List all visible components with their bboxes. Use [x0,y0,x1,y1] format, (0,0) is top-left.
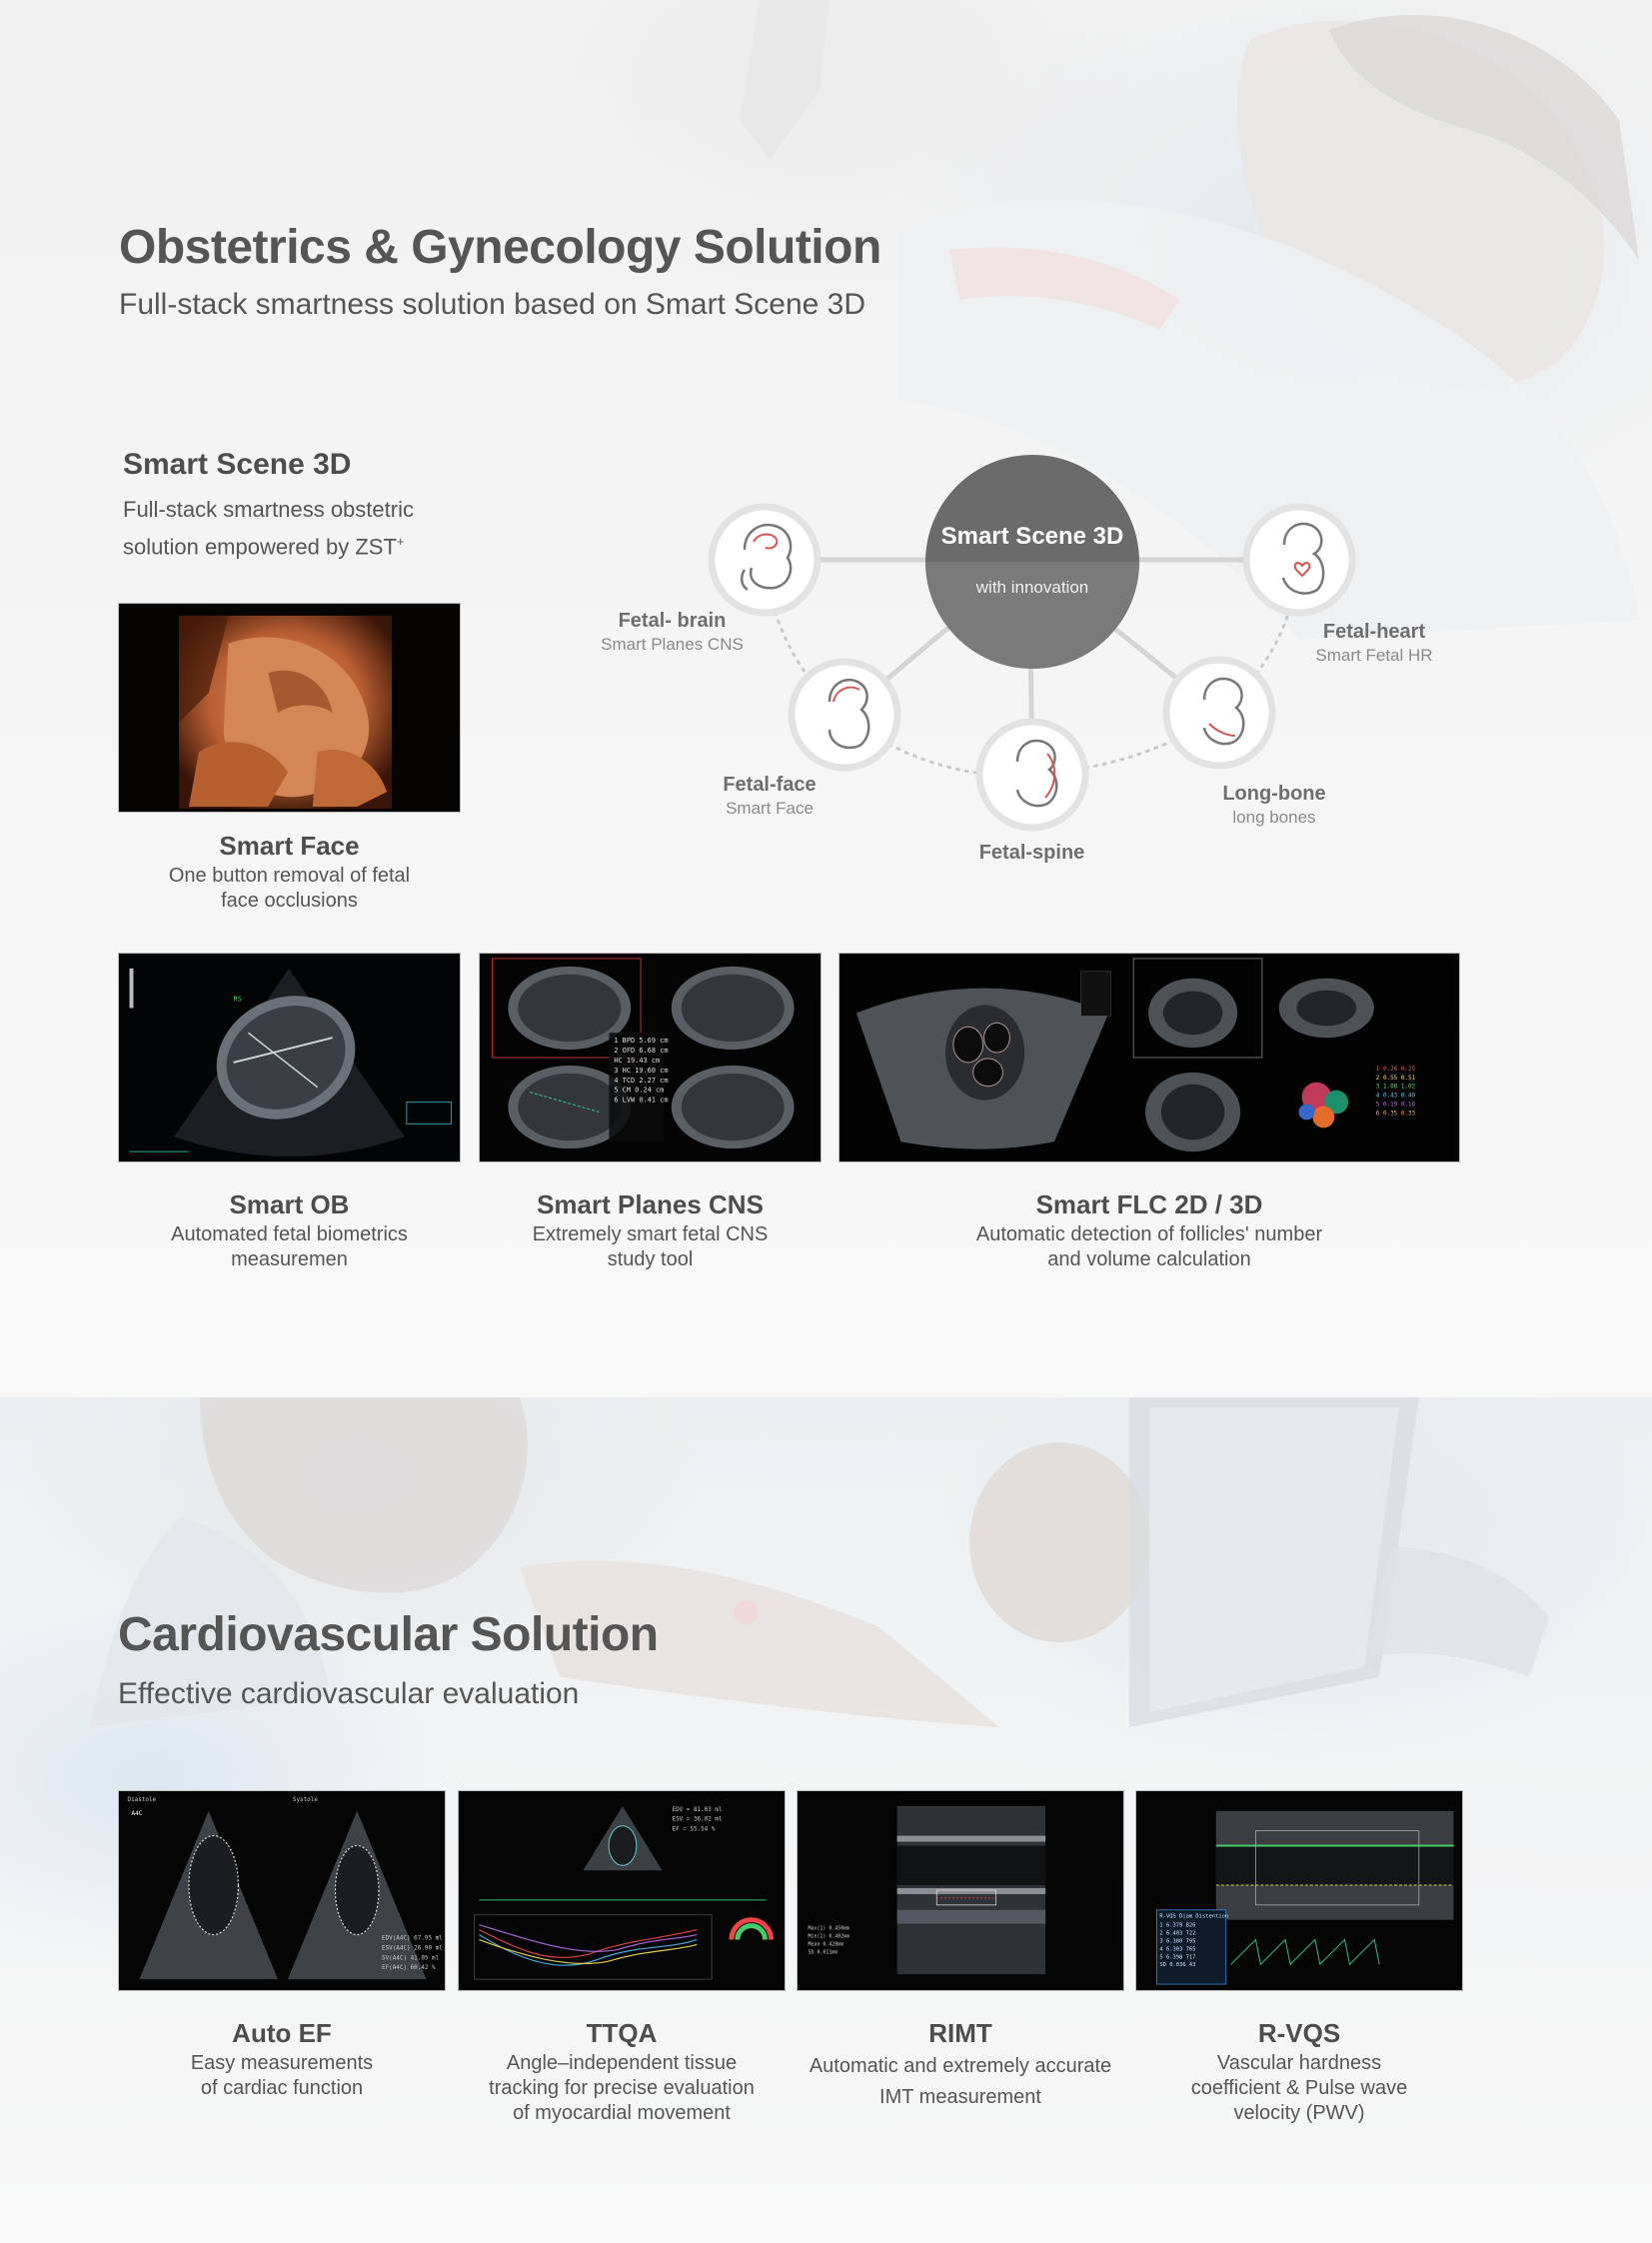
node-fetal-heart-icon [1246,507,1352,613]
svg-text:Max(1) 0.450mm: Max(1) 0.450mm [808,1925,850,1932]
ob-subtitle: Full-stack smartness solution based on Smart Scene 3D [119,288,865,321]
svg-text:2 6.403 722: 2 6.403 722 [1159,1930,1196,1937]
smart-scene-desc-line1: Full-stack smartness obstetric [123,497,414,522]
ttqa-desc-line3: of myocardial movement [513,2102,731,2124]
svg-text:EF = 55.54 %: EF = 55.54 % [672,1825,716,1833]
r-vqs-caption [1135,2015,1463,2126]
svg-text:3 1.08 1.02: 3 1.08 1.02 [1375,1083,1416,1091]
r-vqs-title: R-VQS [1257,2018,1341,2048]
smart-planes-cns-desc-line2: study tool [607,1248,694,1270]
svg-text:1 6.379 826: 1 6.379 826 [1159,1922,1196,1929]
label-long-bone: Long-bone long bones [1222,783,1326,827]
svg-text:4 0.43 0.40: 4 0.43 0.40 [1375,1092,1416,1100]
svg-text:SV(A4C) 41.05 ml: SV(A4C) 41.05 ml [381,1954,440,1962]
rimt-desc-line2: IMT measurement [879,2086,1041,2108]
node-fetal-spine-icon [979,722,1085,828]
smart-planes-cns-image [479,953,822,1162]
r-vqs-desc-line3: velocity (PWV) [1233,2102,1365,2124]
label-fetal-brain: Fetal- brain Smart Planes CNS [601,610,744,654]
smart-flc-image [838,953,1460,1162]
svg-text:3 HC 19.60 cm: 3 HC 19.60 cm [614,1066,669,1075]
svg-text:6 LVW 0.41 cm: 6 LVW 0.41 cm [614,1096,669,1105]
smart-ob-desc-line2: measuremen [231,1248,348,1270]
svg-text:A4C: A4C [131,1809,143,1817]
r-vqs-image [1135,1790,1463,1991]
smart-scene-desc-line2: solution empowered by ZST+ [123,534,405,560]
smart-scene-title: Smart Scene 3D [123,448,352,481]
auto-ef-caption [118,2015,446,2101]
svg-text:Mean 0.428mm: Mean 0.428mm [808,1941,844,1948]
svg-text:SD 0.011mm: SD 0.011mm [808,1949,838,1956]
ttqa-caption [458,2015,786,2126]
auto-ef-desc-line2: of cardiac function [200,2077,364,2099]
svg-text:5 0.19 0.18: 5 0.19 0.18 [1375,1101,1416,1109]
smart-scene-description [123,494,483,563]
svg-text:2 0.55 0.51: 2 0.55 0.51 [1375,1074,1416,1082]
svg-text:RS: RS [233,995,242,1004]
svg-text:EDV = 81.03 ml: EDV = 81.03 ml [672,1805,723,1813]
rimt-desc-line1: Automatic and extremely accurate [809,2055,1112,2077]
svg-text:2 OFD 6.68 cm: 2 OFD 6.68 cm [614,1047,669,1056]
zst-plus-sup: + [396,534,405,549]
label-fetal-spine: Fetal-spine [978,842,1085,864]
cardio-subtitle: Effective cardiovascular evaluation [118,1677,580,1710]
svg-text:5 CM 0.24 cm: 5 CM 0.24 cm [614,1086,665,1095]
svg-text:4 TCD 2.27 cm: 4 TCD 2.27 cm [614,1076,669,1085]
svg-text:ESV = 36.02 ml: ESV = 36.02 ml [672,1815,723,1823]
svg-text:5 6.398 717: 5 6.398 717 [1159,1954,1196,1961]
r-vqs-desc-line2: coefficient & Pulse wave [1190,2077,1408,2099]
smart-flc-desc-line1: Automatic detection of follicles' number [975,1223,1323,1245]
cardio-title: Cardiovascular Solution [118,1608,659,1661]
svg-text:Systole: Systole [292,1795,318,1803]
ttqa-image [458,1790,786,1991]
svg-text:R-VQS Diam Distention: R-VQS Diam Distention [1159,1913,1229,1920]
center-subtitle: with innovation [975,578,1089,597]
cardio-section [0,1397,1652,2243]
svg-text:1 0.26 0.25: 1 0.26 0.25 [1375,1065,1416,1073]
smart-face-caption [118,828,461,914]
ttqa-desc-line1: Angle–independent tissue [506,2052,738,2074]
ttqa-title: TTQA [586,2018,658,2048]
smart-flc-desc-line2: and volume calculation [1047,1248,1251,1270]
svg-text:EF(A4C) 60.42 %: EF(A4C) 60.42 % [381,1964,436,1972]
rimt-caption [797,2015,1124,2113]
node-fetal-face-icon [792,662,897,768]
smart-ob-caption [118,1186,461,1272]
smart-flc-caption [838,1186,1460,1272]
svg-text:ESV(A4C) 26.90 ml: ESV(A4C) 26.90 ml [381,1944,443,1952]
svg-text:HC 19.43 cm: HC 19.43 cm [614,1056,661,1065]
smart-face-desc-line1: One button removal of fetal [168,865,411,887]
auto-ef-desc-line1: Easy measurements [190,2052,374,2074]
node-long-bone-icon [1166,660,1272,766]
rimt-title: RIMT [928,2018,992,2048]
smart-flc-title: Smart FLC 2D / 3D [1035,1189,1263,1219]
node-fetal-brain-icon [712,507,818,613]
svg-text:3 6.380 795: 3 6.380 795 [1159,1938,1196,1945]
svg-text:EDV(A4C) 67.95 ml: EDV(A4C) 67.95 ml [381,1934,443,1942]
smart-planes-cns-desc-line1: Extremely smart fetal CNS [532,1223,769,1245]
smart-face-desc-line2: face occlusions [221,890,358,912]
svg-text:1 BPD 5.69 cm: 1 BPD 5.69 cm [614,1037,669,1046]
auto-ef-title: Auto EF [232,2018,332,2048]
svg-text:SD 0.036 43: SD 0.036 43 [1159,1962,1196,1969]
svg-text:6 0.35 0.33: 6 0.35 0.33 [1375,1110,1416,1118]
smart-face-image [118,603,461,813]
rimt-image [797,1790,1124,1991]
center-title: Smart Scene 3D [940,523,1124,550]
smart-planes-cns-title: Smart Planes CNS [537,1189,764,1219]
r-vqs-desc-line1: Vascular hardness [1216,2052,1382,2074]
svg-text:4 6.303 765: 4 6.303 765 [1159,1946,1196,1953]
label-fetal-heart: Fetal-heart Smart Fetal HR [1315,621,1433,665]
smart-ob-title: Smart OB [229,1189,350,1219]
auto-ef-image [118,1790,446,1991]
svg-text:Min(1) 0.402mm: Min(1) 0.402mm [808,1933,850,1940]
ob-title: Obstetrics & Gynecology Solution [119,221,881,274]
smart-ob-desc-line1: Automated fetal biometrics [171,1223,408,1245]
smart-ob-image [118,953,461,1162]
smart-planes-cns-caption [479,1186,822,1272]
ttqa-desc-line2: tracking for precise evaluation [489,2077,755,2099]
smart-face-title: Smart Face [219,831,360,861]
label-fetal-face: Fetal-face Smart Face [723,774,817,818]
svg-text:Diastole: Diastole [127,1795,157,1803]
